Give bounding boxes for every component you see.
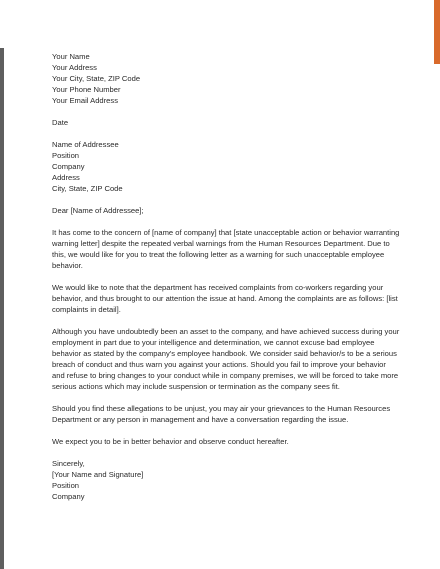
accent-bar xyxy=(434,0,440,64)
closing-company: Company xyxy=(52,492,85,501)
signature-line: [Your Name and Signature] xyxy=(52,470,144,479)
paragraph-warning: Although you have undoubtedly been an asset to the company, and have achieved success during your employment in part due to your intelligence and determination, we cannot excuse bad employee behavior as stated by the company's employee handbook. We consider said behavior/s to be a serious breach of conduct and thus warn you against your actions. Should you fail to improve your behavior and refuse to bring changes to your conduct while in company premises, we will be forced to take more serious actions which may include suspension or termination as the company sees fit. xyxy=(52,327,400,391)
closing-block xyxy=(52,458,400,502)
sender-address: Your Address xyxy=(52,63,97,72)
sender-block xyxy=(52,51,400,106)
recipient-company: Company xyxy=(52,162,85,171)
recipient-name: Name of Addressee xyxy=(52,140,119,149)
recipient-block xyxy=(52,139,400,194)
paragraph-complaints: We would like to note that the department has received complaints from co-workers regarding your behavior, and thus brought to our attention the issue at hand. Among the complaints are as follows: [list complaints in detail]. xyxy=(52,283,398,314)
recipient-city: City, State, ZIP Code xyxy=(52,184,123,193)
sender-email: Your Email Address xyxy=(52,96,118,105)
left-margin-rule xyxy=(0,48,4,569)
sender-phone: Your Phone Number xyxy=(52,85,121,94)
letter-date: Date xyxy=(52,118,69,127)
paragraph-grievances: Should you find these allegations to be unjust, you may air your grievances to the Human Resources Department or any person in management and have a conversation regarding the issue. xyxy=(52,404,391,424)
paragraph-expectation: We expect you to be in better behavior and observe conduct hereafter. xyxy=(52,437,289,446)
salutation: Dear [Name of Addressee]; xyxy=(52,206,144,215)
letter-body xyxy=(52,51,400,502)
closing-salutation: Sincerely, xyxy=(52,459,85,468)
paragraph-intro: It has come to the concern of [name of company] that [state unacceptable action or behavior warranting warning letter] despite the repeated verbal warnings from the Human Resources Department. Due to this, we would like for you to treat the following letter as a warning for such unacceptable employee behavior. xyxy=(52,228,400,270)
recipient-address: Address xyxy=(52,173,80,182)
recipient-position: Position xyxy=(52,151,80,160)
sender-city: Your City, State, ZIP Code xyxy=(52,74,141,83)
closing-position: Position xyxy=(52,481,80,490)
sender-name: Your Name xyxy=(52,52,90,61)
